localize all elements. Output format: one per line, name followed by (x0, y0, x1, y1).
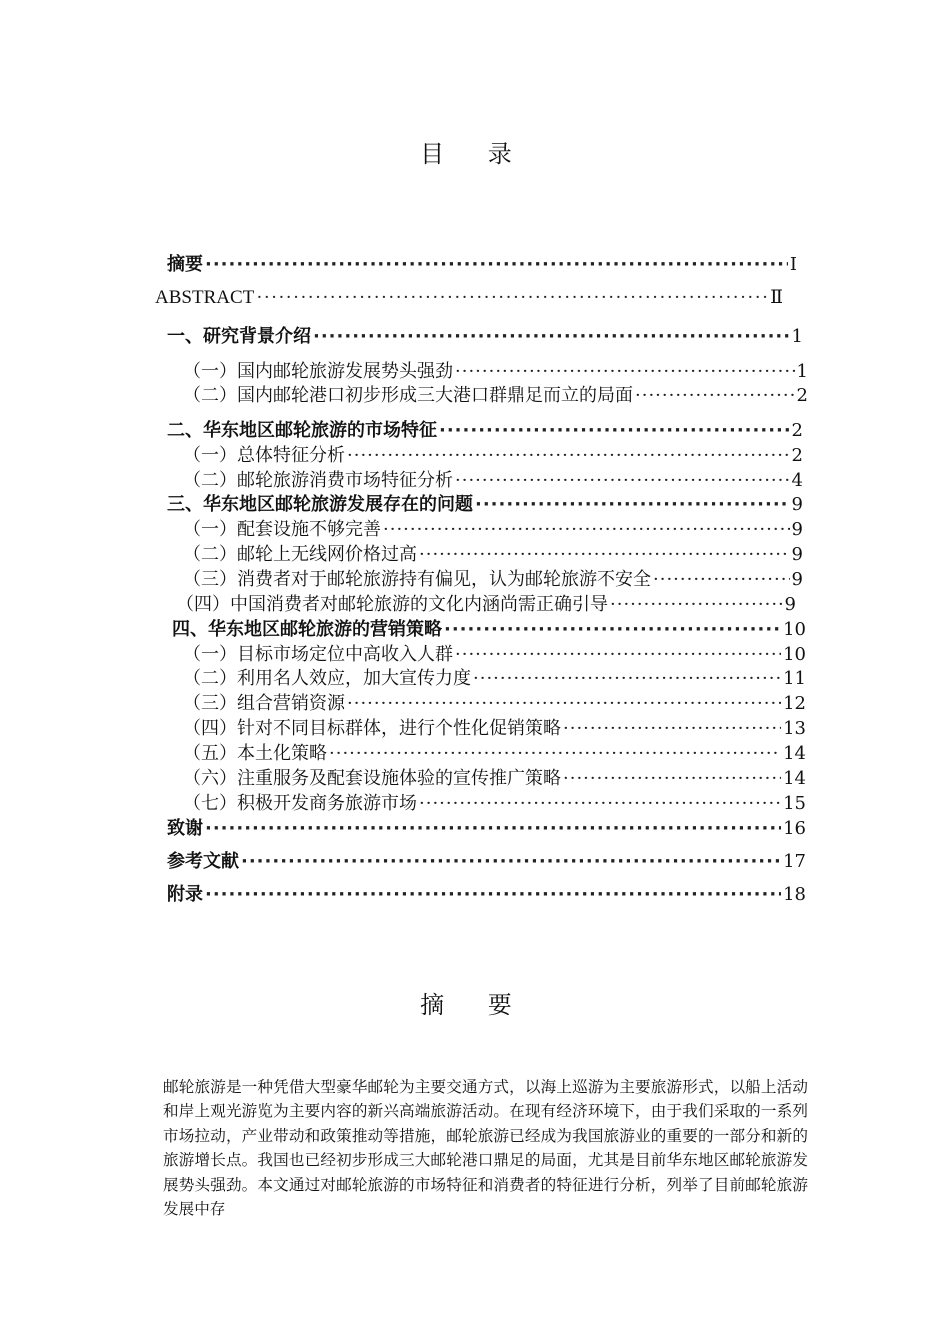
toc-leader-dots (475, 494, 790, 515)
toc-entry-page: 14 (783, 743, 806, 764)
toc-leader-dots (455, 644, 781, 665)
toc-entry-label: （二）利用名人效应，加大宣传力度 (183, 668, 471, 689)
abstract-title: 摘 要 (420, 991, 530, 1019)
toc-entry[interactable] (155, 286, 783, 310)
toc-entry-label: （一）国内邮轮旅游发展势头强劲 (183, 361, 453, 382)
toc-entry[interactable] (167, 880, 806, 904)
toc-entry[interactable] (176, 590, 796, 614)
toc-entry[interactable] (183, 739, 806, 763)
toc-entry-label: （二）邮轮上无线网价格过高 (183, 544, 417, 565)
toc-entry-page: 9 (791, 569, 803, 590)
toc-leader-dots (563, 718, 781, 739)
toc-entry-page: 15 (783, 793, 806, 814)
toc-entry[interactable] (183, 357, 808, 381)
toc-entry-label: （一）目标市场定位中高收入人群 (183, 644, 453, 665)
toc-entry[interactable] (183, 441, 803, 465)
toc-entry-label: 四、华东地区邮轮旅游的营销策略 (172, 619, 442, 640)
toc-entry-page: 9 (791, 544, 803, 565)
toc-entry-label: 附录 (167, 884, 203, 905)
toc-entry-page: 10 (783, 644, 806, 665)
toc-leader-dots (455, 470, 790, 491)
toc-entry-label: （三）组合营销资源 (183, 693, 345, 714)
toc-entry[interactable] (183, 515, 803, 539)
toc-entry-page: 11 (783, 668, 806, 689)
toc-entry[interactable] (183, 466, 803, 490)
toc-leader-dots (610, 594, 783, 615)
toc-entry[interactable] (167, 416, 803, 440)
toc-entry-label: 一、研究背景介绍 (167, 326, 311, 347)
toc-leader-dots (329, 743, 781, 764)
toc-entry-page: 2 (791, 445, 803, 466)
toc-entry-label: （二）国内邮轮港口初步形成三大港口群鼎足而立的局面 (183, 385, 633, 406)
toc-entry[interactable] (183, 565, 803, 589)
toc-entry-label: （一）总体特征分析 (183, 445, 345, 466)
toc-entry-page: 12 (783, 693, 806, 714)
toc-leader-dots (419, 793, 781, 814)
toc-leader-dots (455, 361, 795, 382)
toc-leader-dots (383, 519, 790, 540)
toc-entry-label: 致谢 (167, 818, 203, 839)
toc-entry[interactable] (183, 789, 806, 813)
toc-entry[interactable] (167, 814, 806, 838)
toc-entry-label: ABSTRACT (155, 287, 255, 308)
toc-entry-label: （一）配套设施不够完善 (183, 519, 381, 540)
toc-entry-label: （二）邮轮旅游消费市场特征分析 (183, 470, 453, 491)
toc-entry-page: Ⅱ (770, 287, 783, 308)
toc-leader-dots (205, 254, 788, 275)
toc-entry[interactable] (167, 250, 797, 274)
toc-entry[interactable] (183, 714, 806, 738)
toc-entry-page: 2 (791, 420, 803, 441)
toc-leader-dots (205, 884, 781, 905)
toc-entry[interactable] (183, 381, 808, 405)
toc-entry[interactable] (183, 540, 803, 564)
toc-leader-dots (653, 569, 790, 590)
toc-entry-label: 二、华东地区邮轮旅游的市场特征 (167, 420, 437, 441)
toc-leader-dots (347, 693, 781, 714)
toc-entry-page: 13 (783, 718, 806, 739)
toc-entry[interactable] (183, 640, 806, 664)
toc-leader-dots (444, 619, 781, 640)
toc-entry-page: 9 (791, 519, 803, 540)
toc-entry-label: （六）注重服务及配套设施体验的宣传推广策略 (183, 768, 561, 789)
toc-entry-page: 9 (784, 594, 796, 615)
toc-entry[interactable] (183, 764, 806, 788)
toc-entry-label: （三）消费者对于邮轮旅游持有偏见，认为邮轮旅游不安全 (183, 569, 651, 590)
toc-entry[interactable] (172, 615, 806, 639)
toc-leader-dots (313, 326, 790, 347)
toc-entry-page: Ⅰ (789, 254, 797, 275)
toc-leader-dots (205, 818, 781, 839)
toc-entry-page: 2 (796, 385, 808, 406)
abstract-body: 邮轮旅游是一种凭借大型豪华邮轮为主要交通方式，以海上巡游为主要旅游形式，以船上活动和岸上观光游览为主要内容的新兴高端旅游活动。在现有经济环境下，由于我们采取的一系列市场拉动，产业带动和政策推动等措施，邮轮旅游已经成为我国旅游业的重要的一部分和新的旅游增长点。我国也已经初步形成三大邮轮港口鼎足的局面，尤其是目前华东地区邮轮旅游发展势头强劲。本文通过对邮轮旅游的市场特征和消费者的特征进行分析，列举了目前邮轮旅游发展中存 (163, 1077, 808, 1219)
toc-entry-page: 16 (783, 818, 806, 839)
toc-leader-dots (473, 668, 781, 689)
toc-entry-page: 1 (791, 326, 803, 347)
toc-entry[interactable] (167, 490, 803, 514)
toc-entry-label: 摘要 (167, 254, 203, 275)
toc-title: 目 录 (420, 140, 530, 168)
toc-leader-dots (347, 445, 790, 466)
toc-entry-label: （五）本土化策略 (183, 743, 327, 764)
toc-leader-dots (563, 768, 781, 789)
toc-entry-page: 9 (791, 494, 803, 515)
toc-entry-label: （七）积极开发商务旅游市场 (183, 793, 417, 814)
toc-leader-dots (419, 544, 790, 565)
toc-entry[interactable] (167, 847, 806, 871)
toc-leader-dots (256, 287, 768, 309)
toc-entry-label: （四）针对不同目标群体，进行个性化促销策略 (183, 718, 561, 739)
toc-entry[interactable] (167, 322, 803, 346)
toc-entry[interactable] (183, 664, 806, 688)
toc-entry-page: 1 (796, 361, 808, 382)
toc-leader-dots (439, 420, 790, 441)
toc-entry-page: 17 (783, 851, 806, 872)
toc-entry-page: 14 (783, 768, 806, 789)
toc-leader-dots (241, 851, 781, 872)
toc-entry-page: 10 (783, 619, 806, 640)
toc-entry-label: （四）中国消费者对邮轮旅游的文化内涵尚需正确引导 (176, 594, 608, 615)
toc-entry-label: 参考文献 (167, 851, 239, 872)
toc-entry-page: 18 (783, 884, 806, 905)
toc-entry-page: 4 (791, 470, 803, 491)
toc-entry-label: 三、华东地区邮轮旅游发展存在的问题 (167, 494, 473, 515)
toc-leader-dots (635, 385, 795, 406)
toc-entry[interactable] (183, 689, 806, 713)
